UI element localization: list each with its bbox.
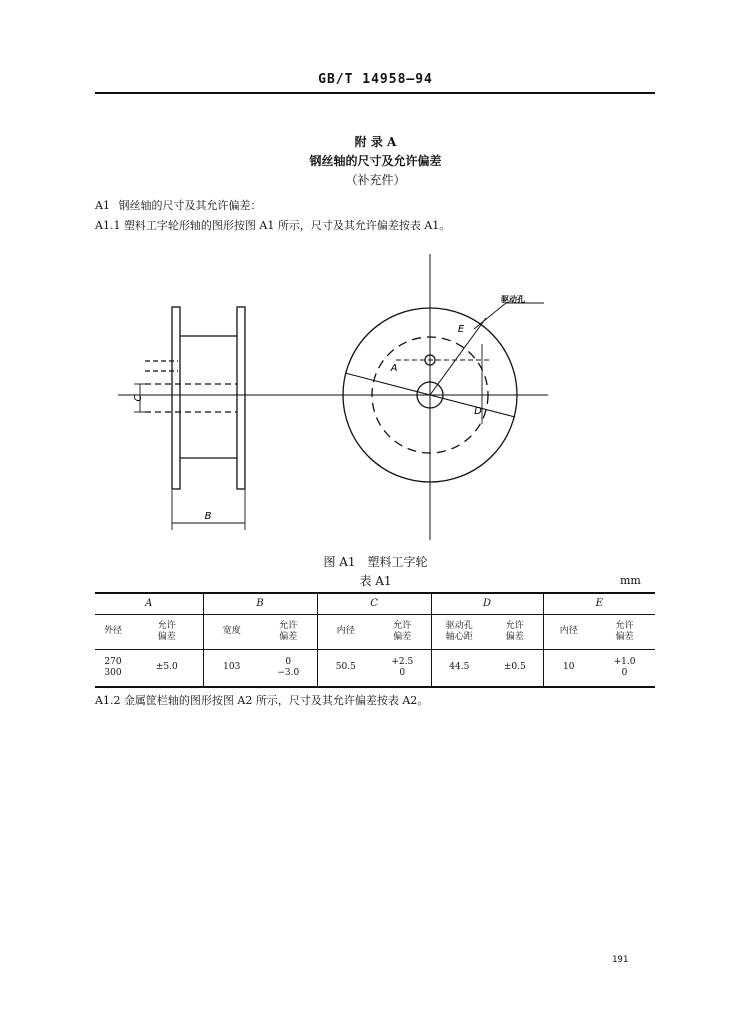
group-header-c: C — [317, 593, 431, 615]
section-text: 金属筐栏轴的图形按图 A2 所示，尺寸及其允许偏差按表 A2。 — [123, 694, 429, 707]
subheader-row — [95, 615, 655, 650]
group-header-d: D — [431, 593, 543, 615]
table-value-cell: 270 300 — [95, 650, 131, 688]
standard-code-header: GB/T 14958—94 — [318, 72, 433, 87]
right-flange — [237, 307, 245, 489]
group-header-row — [95, 593, 655, 615]
section-a1-2 — [95, 692, 428, 708]
table-value-cell: 44.5 — [431, 650, 487, 688]
page-number: 191 — [612, 955, 629, 965]
value-row — [95, 650, 655, 688]
table-value-cell: +2.5 0 — [374, 650, 431, 688]
dim-label-e: E — [457, 324, 465, 335]
group-header-e: E — [543, 593, 655, 615]
table-value-cell: +1.0 0 — [594, 650, 655, 688]
table-value-cell: ±5.0 — [131, 650, 203, 688]
section-text: 塑料工字轮形轴的图形按图 A1 所示，尺寸及其允许偏差按表 A1。 — [123, 219, 451, 232]
group-header-a: A — [95, 593, 203, 615]
spool-figure — [0, 240, 751, 545]
callout-drive-hole: 驱动孔 — [501, 295, 525, 304]
table-value-cell: 103 — [203, 650, 260, 688]
figure-caption: 图 A1 塑料工字轮 — [323, 555, 428, 569]
table-value-cell: 0 −3.0 — [260, 650, 317, 688]
table-subheader-cell: 允许 偏差 — [374, 615, 431, 650]
section-number: A1.2 — [95, 694, 121, 707]
table-value-cell: ±0.5 — [487, 650, 543, 688]
section-number: A1.1 — [95, 219, 121, 232]
dim-label-a: A — [390, 363, 398, 374]
table-subheader-cell: 允许 偏差 — [131, 615, 203, 650]
dim-label-c: C — [133, 394, 144, 402]
table-unit: mm — [620, 574, 641, 587]
table-value-cell: 50.5 — [317, 650, 374, 688]
appendix-title: 钢丝轴的尺寸及允许偏差 — [309, 154, 442, 168]
spec-table — [95, 592, 655, 688]
section-text: 钢丝轴的尺寸及其允许偏差： — [118, 199, 262, 212]
table-caption: 表 A1 — [359, 574, 392, 588]
appendix-label: 附 录 A — [354, 135, 397, 149]
left-flange — [172, 307, 180, 489]
table-subheader-cell: 宽度 — [203, 615, 260, 650]
table-subheader-cell: 内径 — [317, 615, 374, 650]
table-subheader-cell: 驱动孔 轴心距 — [431, 615, 487, 650]
table-subheader-cell: 外径 — [95, 615, 131, 650]
header-rule — [95, 92, 655, 94]
table-subheader-cell: 允许 偏差 — [487, 615, 543, 650]
section-a1 — [95, 197, 262, 213]
appendix-subtitle: （补充件） — [345, 173, 406, 187]
section-a1-1 — [95, 217, 450, 233]
table-value-cell: 10 — [543, 650, 594, 688]
table-subheader-cell: 内径 — [543, 615, 594, 650]
dim-label-d: D — [474, 406, 482, 417]
dim-label-b: B — [204, 511, 212, 522]
table-subheader-cell: 允许 偏差 — [260, 615, 317, 650]
section-number: A1 — [95, 199, 110, 212]
group-header-b: B — [203, 593, 317, 615]
table-subheader-cell: 允许 偏差 — [594, 615, 655, 650]
